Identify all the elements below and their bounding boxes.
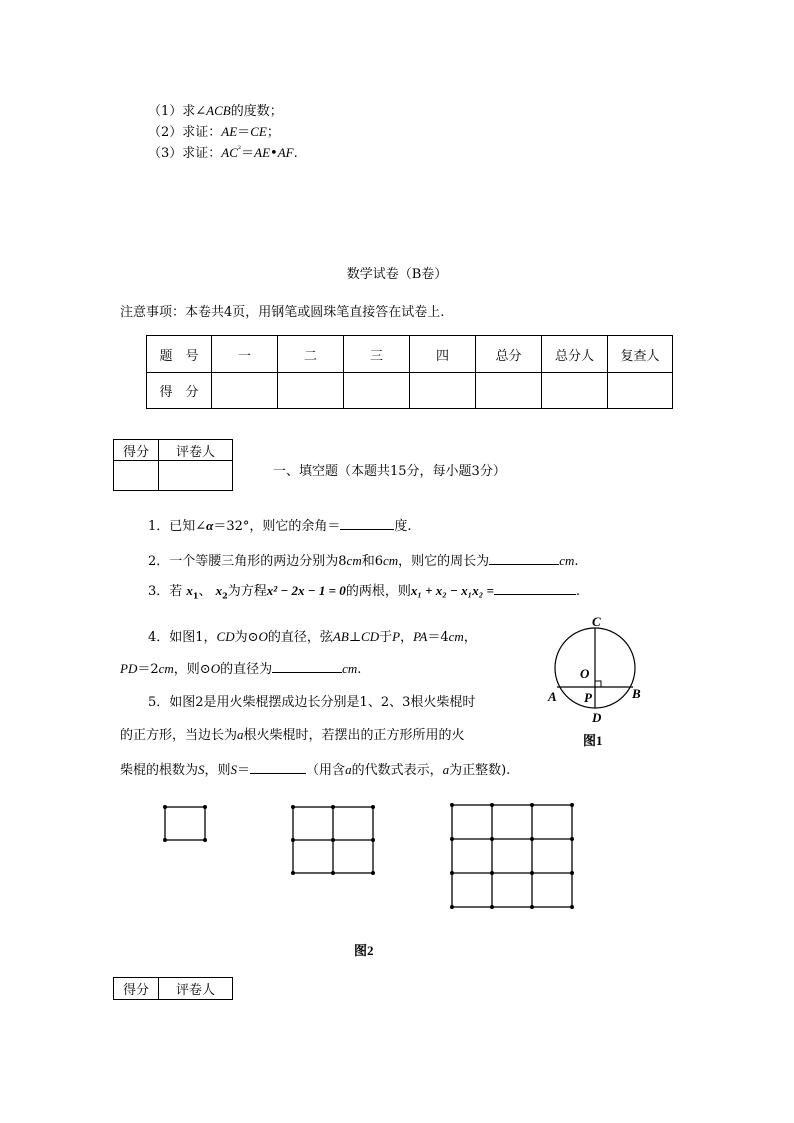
score-table-header-row [147, 336, 673, 373]
grader-box-2-score-label: 得分 [114, 978, 159, 1000]
label-o: O [580, 666, 590, 681]
label-p: P [584, 690, 592, 705]
question-5-line-2: 的正方形，当边长为a根火柴棍时，若摆出的正方形所用的火 [120, 727, 465, 743]
grader-box-2 [113, 977, 233, 1000]
section-title: 一、填空题（本题共15分，每小题3分） [273, 464, 506, 479]
score-table-header: 复查人 [608, 336, 673, 373]
score-table-header: 二 [278, 336, 344, 373]
score-cell[interactable] [542, 373, 608, 409]
grader-box-2-grader-label: 评卷人 [159, 978, 233, 1000]
question-1: 1．已知∠α＝32°，则它的余角＝ 度. [148, 518, 412, 534]
question-2: 2．一个等腰三角形的两边分别为8cm和6cm，则它的周长为 cm. [148, 553, 579, 569]
answer-blank-2[interactable] [489, 552, 559, 565]
score-cell[interactable] [608, 373, 673, 409]
answer-blank-5[interactable] [250, 761, 306, 774]
sum-product-expression: x₁ + x₂ − x₁x₂ = [410, 583, 494, 598]
score-table-header: 四 [410, 336, 476, 373]
label-b: B [632, 686, 641, 701]
score-cell[interactable] [278, 373, 344, 409]
score-table-header: 题 号 [147, 336, 212, 373]
notice-text: 注意事项：本卷共4页，用钢笔或圆珠笔直接答在试卷上. [120, 305, 445, 320]
matchstick-square-size-1 [163, 805, 207, 842]
quadratic-equation: x² − 2x − 1 = 0 [266, 583, 346, 598]
question-5-line-1: 5．如图2是用火柴棍摆成边长分别是1、2、3根火柴棍时 [148, 695, 476, 710]
figure-1-caption: 图1 [583, 733, 603, 748]
label-d: D [592, 710, 602, 725]
question-4-line-2: PD＝2cm，则⊙O的直径为 cm. [120, 661, 362, 677]
figure-1-circle-diagram [540, 612, 650, 752]
score-table-score-row [147, 373, 673, 409]
right-angle-mark [595, 681, 601, 687]
matchstick-square-size-3 [450, 803, 574, 909]
question-4-line-1: 4．如图1，CD为⊙O的直径，弦AB⊥CD于P，PA＝4cm， [148, 629, 477, 645]
question-5-line-3: 柴棍的根数为S，则S＝ （用含a的代数式表示，a为正整数). [120, 762, 511, 778]
grader-box-score-label: 得分 [114, 440, 159, 461]
prev-question-3: （3）求证：$AC^{^2}=AE•AF$. [148, 144, 298, 161]
prev-question-2: （2）求证：AE＝CE； [148, 124, 280, 140]
grader-box-score-cell[interactable] [114, 461, 159, 491]
prev-question-1: （1）求∠ACB的度数； [148, 103, 283, 119]
label-c: C [592, 614, 601, 629]
score-table [146, 335, 673, 409]
grader-box [113, 439, 233, 491]
score-cell[interactable] [410, 373, 476, 409]
matchstick-square-size-2 [291, 805, 375, 875]
score-cell[interactable] [212, 373, 278, 409]
answer-blank-1[interactable] [340, 517, 394, 530]
figure-2-matchstick-squares [150, 795, 590, 920]
score-table-header: 总分人 [542, 336, 608, 373]
score-cell[interactable] [344, 373, 410, 409]
figure-2-caption: 图2 [354, 943, 374, 958]
score-table-header: 总分 [476, 336, 542, 373]
label-a: A [548, 689, 557, 704]
score-cell[interactable] [476, 373, 542, 409]
grader-box-grader-label: 评卷人 [159, 440, 233, 461]
score-table-header: 一 [212, 336, 278, 373]
score-table-header: 三 [344, 336, 410, 373]
answer-blank-3[interactable] [494, 582, 576, 595]
grader-box-grader-cell[interactable] [159, 461, 233, 491]
answer-blank-4[interactable] [272, 660, 342, 673]
question-3: 3．若 $x_1$、 $x_2$为方程x² − 2x − 1 = 0的两根，则x₁ + x₂ − x₁x₂ = . [148, 583, 581, 601]
score-row-label: 得 分 [147, 373, 212, 409]
paper-title: 数学试卷（B卷） [346, 267, 448, 282]
